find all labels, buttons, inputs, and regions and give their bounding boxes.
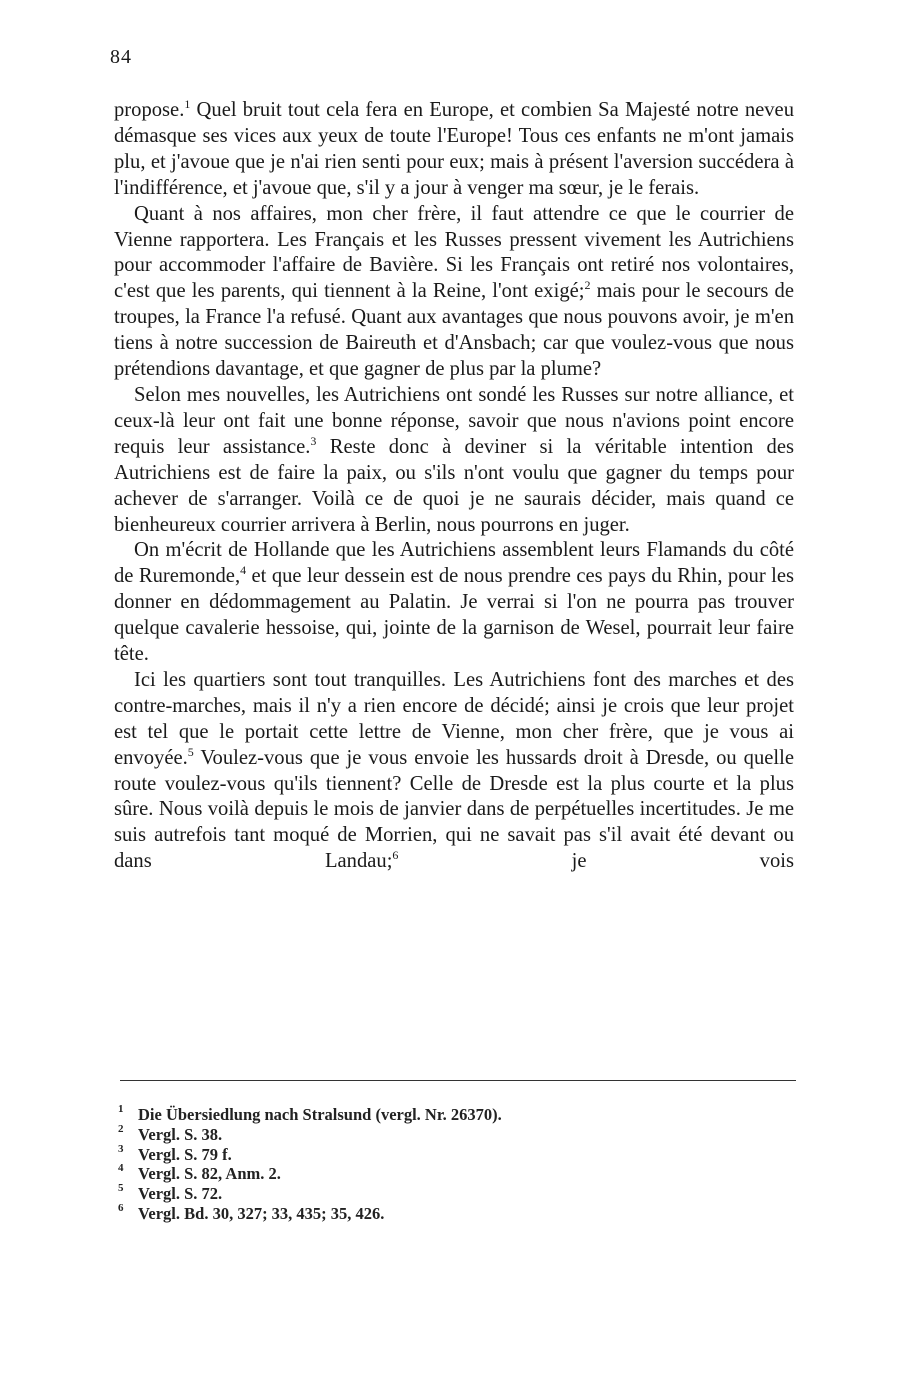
footnote-marker: 2 (584, 278, 591, 293)
footnote-number: 6 (118, 1201, 124, 1214)
footnote (118, 1105, 718, 1125)
footnote-marker: 4 (240, 563, 247, 578)
footnote-divider (120, 1080, 796, 1081)
footnote-text: Vergl. S. 82, Anm. 2. (138, 1164, 281, 1184)
footnote-number: 2 (118, 1122, 124, 1135)
footnotes (118, 1105, 718, 1224)
footnote-marker: 6 (392, 848, 399, 863)
text-run: Reste donc à deviner si la véritable intention des Autrichiens est de faire la paix, ou s'ils n'ont voulu que gagner du temps pour achever de s'arranger. Voilà ce de quoi je ne saurais décider, mais quand ce bienheureux courrier arrivera à Berlin, nous pourrons en juger. (114, 435, 794, 536)
footnote-text: Vergl. S. 38. (138, 1124, 223, 1144)
footnote (118, 1184, 718, 1204)
footnote (118, 1201, 718, 1224)
paragraph-1 (114, 98, 794, 202)
footnote-number: 4 (118, 1162, 124, 1175)
text-run: Selon mes nouvelles, les Autrichiens ont sondé les Russes sur notre alliance, et ceux-là leur ont fait une bonne réponse, savoir que nous n'avions point encore requis leur assistance. (114, 383, 794, 458)
footnote-number: 1 (118, 1103, 124, 1115)
page-number: 84 (110, 46, 132, 68)
footnote-text: Vergl. S. 79 f. (138, 1144, 232, 1164)
paragraph-2 (114, 202, 794, 383)
footnote (118, 1142, 718, 1165)
footnote-text: Die Übersiedlung nach Stralsund (vergl. Nr. 26370). (138, 1105, 502, 1124)
footnote (118, 1164, 718, 1184)
footnote-text: Vergl. S. 72. (138, 1184, 223, 1204)
text-run: mais pour le secours de troupes, la France l'a refusé. Quant aux avantages que nous pouvons avoir, je m'en tiens à notre succession de Baireuth et d'Ansbach; car que voulez-vous que nous prétendions davantage, et que gagner de plus par la plume? (114, 280, 794, 381)
paragraph-3 (114, 383, 794, 538)
text-run: Quel bruit tout cela fera en Europe, et combien Sa Majesté notre neveu démasque ses vices aux yeux de toute l'Europe! Tous ces enfants ne m'ont jamais plu, et j'avoue que je n'ai rien senti pour eux; mais à présent l'aversion succédera à l'indifférence, et j'avoue que, s'il y a jour à venger ma sœur, je le ferais. (114, 99, 794, 199)
footnote-text: Vergl. Bd. 30, 327; 33, 435; 35, 426. (138, 1203, 385, 1223)
footnote-marker: 5 (187, 744, 194, 759)
text-run: On m'écrit de Hollande que les Autrichiens assemblent leurs Flamands du côté de Ruremonde, (114, 539, 794, 588)
footnote-marker: 1 (184, 97, 191, 111)
footnote (118, 1122, 718, 1145)
text-run: et que leur dessein est de nous prendre ces pays du Rhin, pour les donner en dédommagement au Palatin. Je verrai si l'on ne pourra pas trouver quelque cavalerie hessoise, qui, jointe de la garnison de Wesel, pourrait leur faire tête. (114, 565, 794, 666)
paragraph-5 (114, 668, 794, 875)
text-run: Voulez-vous que je vous envoie les hussards droit à Dresde, ou quelle route voulez-vous qu'ils tiennent? Celle de Dresde est la plus courte et la plus sûre. Nous voilà depuis le mois de janvier dans de perpétuelles incertitudes. Je me suis autrefois tant moqué de Morrien, qui ne savait pas s'il avait été devant ou dans Landau; (114, 746, 794, 873)
text-run: Quant à nos affaires, mon cher frère, il faut attendre ce que le courrier de Vienne rapportera. Les Français et les Russes pressent vivement les Autrichiens pour accommoder l'affaire de Bavière. Si les Français ont retiré nos volontaires, c'est que les parents, qui tiennent à la Reine, l'ont exigé; (114, 202, 794, 303)
paragraph-4 (114, 538, 794, 668)
text-run: Ici les quartiers sont tout tranquilles. Les Autrichiens font des marches et des contre-marches, mais il n'y a rien encore de décidé; ainsi je crois que leur projet est tel que le portait cette lettre de Vienne, mon cher frère, que je vous ai envoyée. (114, 668, 794, 769)
text-run: propose. (114, 99, 185, 121)
footnote-marker: 3 (310, 433, 317, 448)
footnote-number: 5 (118, 1182, 124, 1195)
body-text (114, 98, 794, 875)
footnote-number: 3 (118, 1142, 124, 1155)
text-run: je vois (398, 850, 794, 873)
